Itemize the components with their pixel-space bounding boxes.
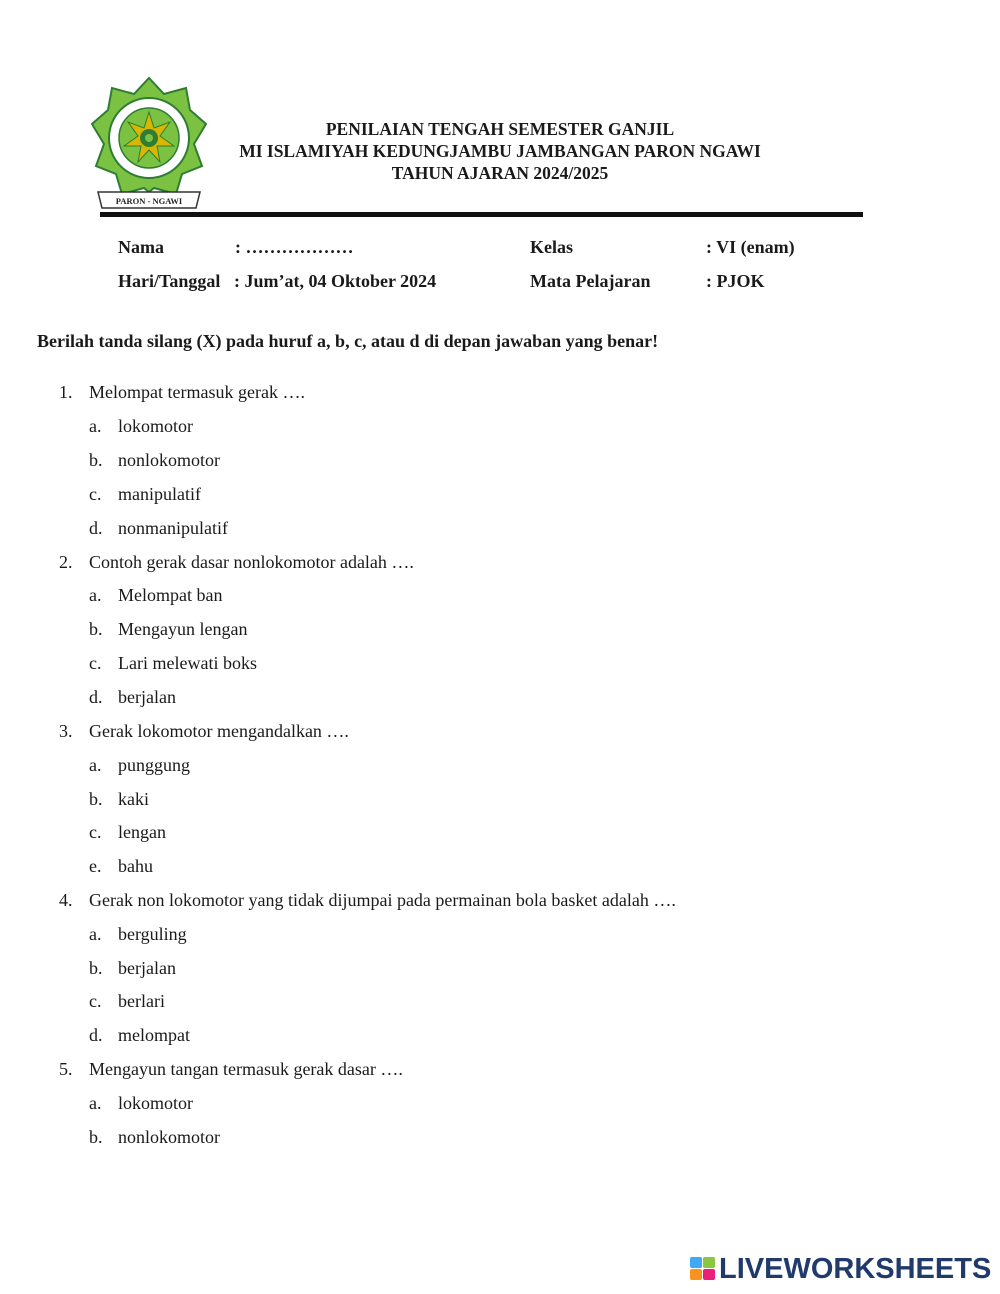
option-text: kaki: [118, 789, 149, 809]
logo-emblem: [92, 78, 206, 194]
question-text: Mengayun tangan termasuk gerak dasar ….: [89, 1059, 403, 1079]
option-text: nonmanipulatif: [118, 518, 228, 538]
subject-value: : PJOK: [706, 271, 765, 291]
date-label: Hari/Tanggal: [118, 271, 221, 291]
option-text: berguling: [118, 924, 187, 944]
option-text: berlari: [118, 991, 165, 1011]
option-letter[interactable]: b.: [89, 1127, 103, 1147]
header-line-1: PENILAIAN TENGAH SEMESTER GANJIL: [325, 119, 675, 139]
name-value[interactable]: : ………………: [235, 237, 354, 257]
option-letter[interactable]: b.: [89, 958, 103, 978]
exam-header: [200, 118, 800, 184]
question-number: 4.: [59, 890, 73, 910]
question-number: 5.: [59, 1059, 73, 1079]
school-logo: [90, 74, 208, 214]
class-value: : VI (enam): [706, 237, 795, 257]
option-letter[interactable]: d.: [89, 687, 103, 707]
option-letter[interactable]: a.: [89, 1093, 102, 1113]
liveworksheets-badge-icon: [690, 1257, 716, 1281]
question-text: Melompat termasuk gerak ….: [89, 382, 305, 402]
option-letter[interactable]: c.: [89, 484, 102, 504]
subject-label: Mata Pelajaran: [530, 271, 651, 291]
option-text: Mengayun lengan: [118, 619, 248, 639]
option-letter[interactable]: a.: [89, 924, 102, 944]
option-letter[interactable]: d.: [89, 1025, 103, 1045]
name-label: Nama: [118, 237, 164, 257]
option-letter[interactable]: a.: [89, 755, 102, 775]
option-letter[interactable]: a.: [89, 585, 102, 605]
option-letter[interactable]: b.: [89, 789, 103, 809]
header-line-2: MI ISLAMIYAH KEDUNGJAMBU JAMBANGAN PARON NGAWI: [239, 141, 761, 161]
option-letter[interactable]: c.: [89, 991, 102, 1011]
option-text: Melompat ban: [118, 585, 223, 605]
option-letter[interactable]: e.: [89, 856, 102, 876]
option-text: nonlokomotor: [118, 1127, 220, 1147]
option-letter[interactable]: d.: [89, 518, 103, 538]
date-value: : Jum’at, 04 Oktober 2024: [234, 271, 437, 291]
option-text: punggung: [118, 755, 190, 775]
option-text: lokomotor: [118, 416, 193, 436]
option-text: melompat: [118, 1025, 190, 1045]
question-text: Contoh gerak dasar nonlokomotor adalah ….: [89, 552, 414, 572]
option-letter[interactable]: a.: [89, 416, 102, 436]
instruction: Berilah tanda silang (X) pada huruf a, b, c, atau d di depan jawaban yang benar!: [37, 331, 659, 351]
option-text: lokomotor: [118, 1093, 193, 1113]
question-text: Gerak lokomotor mengandalkan ….: [89, 721, 349, 741]
option-text: manipulatif: [118, 484, 201, 504]
header-line-3: TAHUN AJARAN 2024/2025: [391, 163, 609, 183]
option-text: berjalan: [118, 687, 176, 707]
liveworksheets-text: LIVEWORKSHEETS: [719, 1253, 992, 1285]
question-text: Gerak non lokomotor yang tidak dijumpai pada permainan bola basket adalah ….: [89, 890, 676, 910]
header-divider: [100, 212, 863, 217]
logo-banner-text: PARON - NGAWI: [115, 196, 183, 206]
option-text: bahu: [118, 856, 153, 876]
question-number: 3.: [59, 721, 73, 741]
option-text: nonlokomotor: [118, 450, 220, 470]
option-text: berjalan: [118, 958, 176, 978]
question-number: 2.: [59, 552, 73, 572]
option-text: Lari melewati boks: [118, 653, 257, 673]
option-text: lengan: [118, 822, 166, 842]
question-number: 1.: [59, 382, 73, 402]
option-letter[interactable]: b.: [89, 450, 103, 470]
liveworksheets-watermark: [690, 1253, 990, 1285]
option-letter[interactable]: c.: [89, 822, 102, 842]
class-label: Kelas: [530, 237, 573, 257]
option-letter[interactable]: b.: [89, 619, 103, 639]
option-letter[interactable]: c.: [89, 653, 102, 673]
